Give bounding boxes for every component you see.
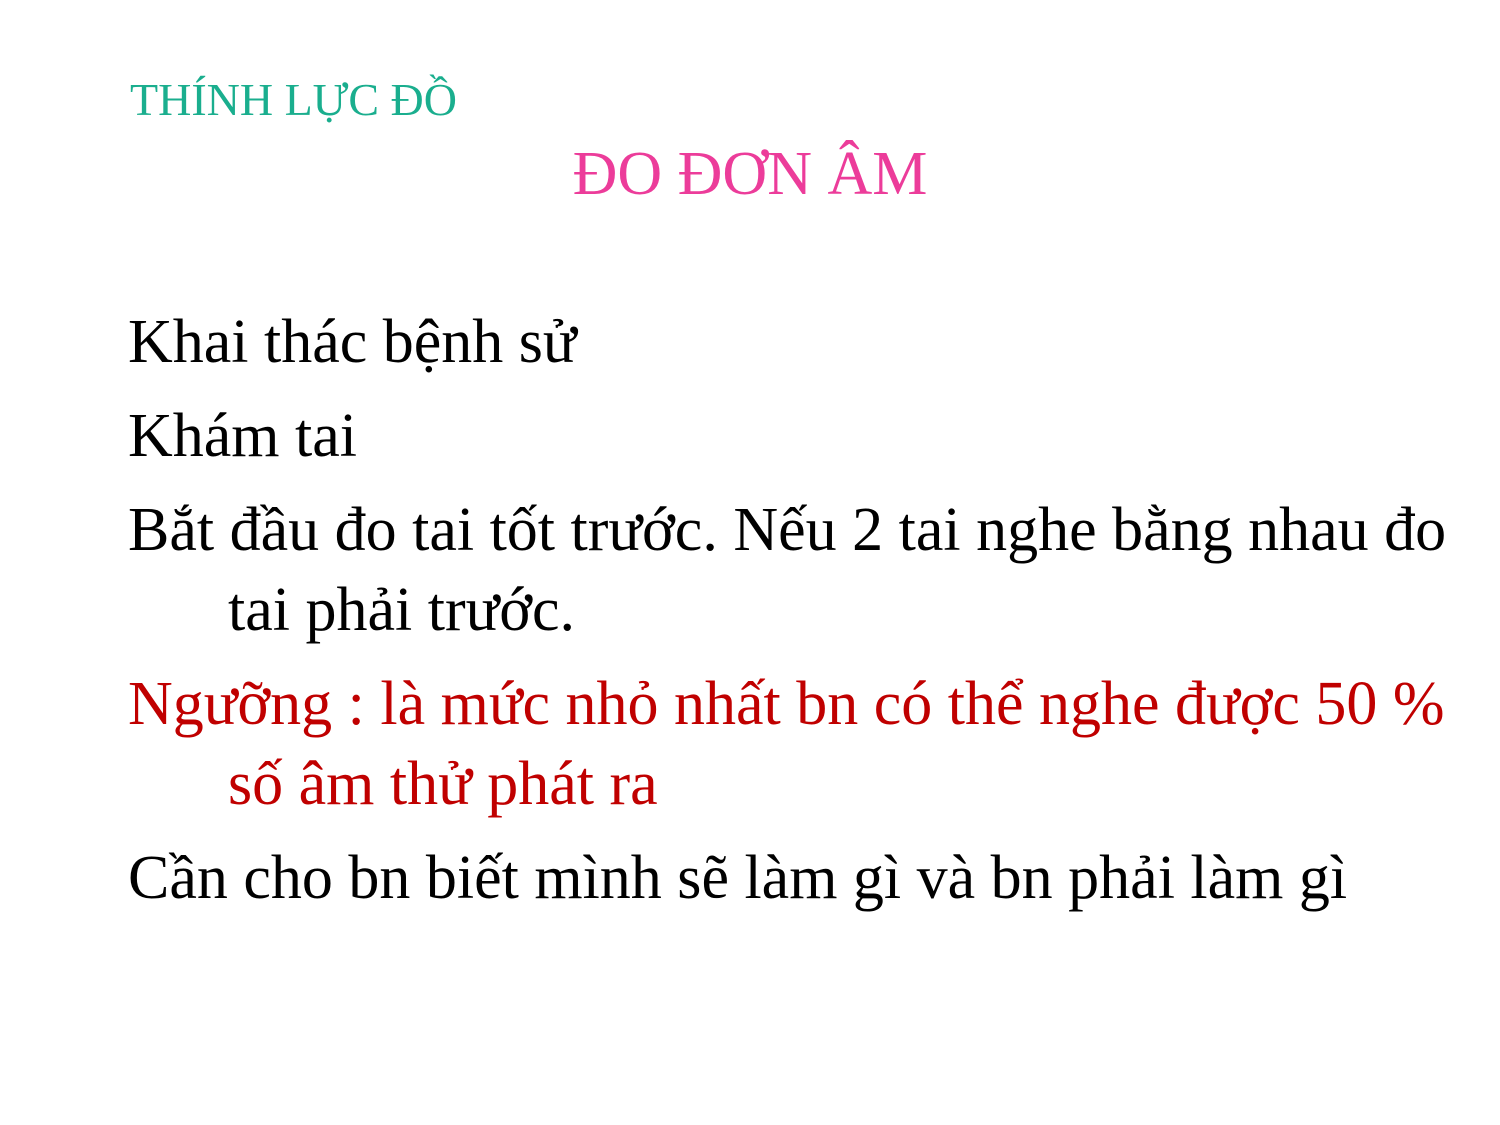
bullet-history: Khai thác bệnh sử xyxy=(128,308,577,376)
bullet-threshold-definition: Ngưỡng : là mức nhỏ nhất bn có thể nghe được 50 % số âm thử phát ra xyxy=(128,670,1445,818)
bullet-instruct-patient: Cần cho bn biết mình sẽ làm gì và bn phải làm gì xyxy=(128,844,1348,912)
section-label: THÍNH LỰC ĐỒ xyxy=(130,74,457,125)
bullet-start-good-ear: Bắt đầu đo tai tốt trước. Nếu 2 tai nghe bằng nhau đo tai phải trước. xyxy=(128,496,1447,644)
bullet-ear-exam: Khám tai xyxy=(128,402,357,470)
bullet-list xyxy=(128,302,1458,932)
slide-title: ĐO ĐƠN ÂM xyxy=(572,140,928,208)
